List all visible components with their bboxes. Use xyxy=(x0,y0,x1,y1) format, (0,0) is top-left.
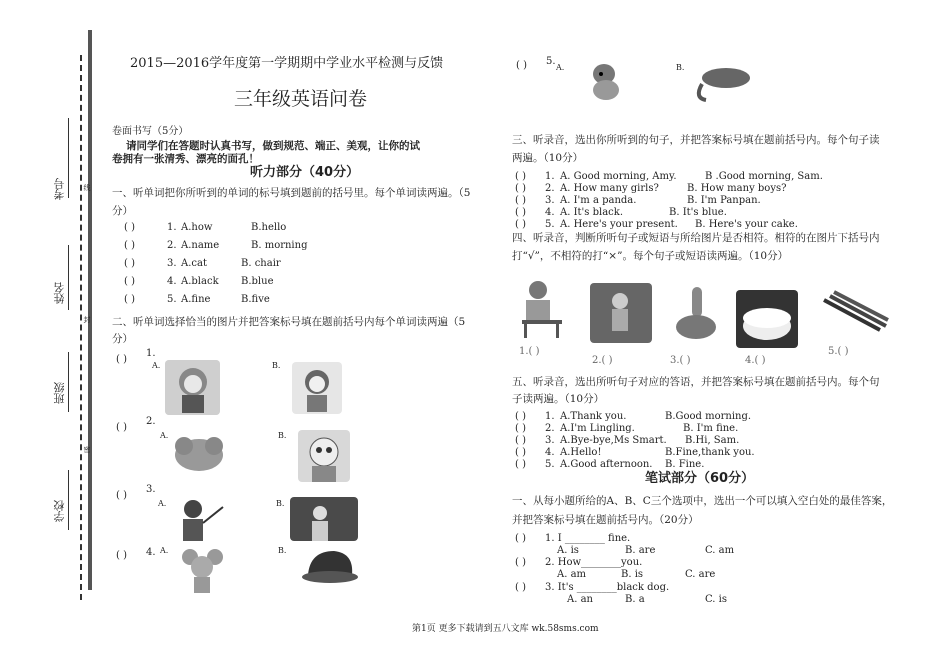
option-a: A.fine xyxy=(181,294,211,305)
class-label: 班级 xyxy=(53,382,66,404)
option-a-label: A. xyxy=(160,546,169,555)
option-b: B.Fine,thank you. xyxy=(665,447,755,458)
list-item-num: 4. xyxy=(167,276,177,287)
class-blank xyxy=(68,352,69,412)
question-num: 3. xyxy=(545,435,555,446)
answer-paren[interactable]: ( ) xyxy=(124,276,135,287)
option-c: C. is xyxy=(705,594,727,605)
option-b: B. morning xyxy=(251,240,308,251)
answer-paren[interactable]: ( ) xyxy=(515,207,526,218)
option-a-label: A. xyxy=(158,499,167,508)
writing-label: 卷面书写（5分） xyxy=(112,126,189,137)
list-item-num: 1. xyxy=(167,222,177,233)
option-b: B. a xyxy=(625,594,645,605)
writing-note-2: 卷拥有一张清秀、漂亮的面孔！ xyxy=(112,153,259,165)
question-num: 4. xyxy=(545,207,555,218)
option-a-label: A. xyxy=(160,431,169,440)
part3-title: 三、听录音，选出你所听到的句子，并把答案标号填在题前括号内。每个句子读 xyxy=(512,134,880,146)
exam-title: 三年级英语问卷 xyxy=(234,88,368,110)
option-b-label: B. xyxy=(276,499,285,508)
option-b: B. Here's your cake. xyxy=(695,219,798,230)
part1-title-2: 分） xyxy=(112,205,133,217)
seal-line-mark: 线 xyxy=(83,184,91,191)
writing-note-1: 请同学们在答题时认真书写，做到规范、端正、美观，让你的试 xyxy=(126,140,420,152)
writing-heading: 笔试部分（60分） xyxy=(645,471,755,486)
listening-heading: 听力部分（40分） xyxy=(250,165,360,180)
answer-paren[interactable]: ( ) xyxy=(116,354,127,365)
answer-paren[interactable]: ( ) xyxy=(516,60,527,71)
answer-paren[interactable]: ( ) xyxy=(116,550,127,561)
binding-margin xyxy=(0,0,100,671)
option-a: A. is xyxy=(557,545,579,556)
option-a: A. How many girls? xyxy=(560,183,659,194)
option-a: A.how xyxy=(181,222,213,233)
option-b: B. I'm fine. xyxy=(683,423,739,434)
jerry-mouse-image xyxy=(180,545,225,595)
exam-no-label: 考号 xyxy=(53,178,66,200)
option-a: A.Good afternoon. xyxy=(560,459,653,470)
answer-paren[interactable]: ( ) xyxy=(124,222,135,233)
part4-title-2: 打“√”，不相符的打“×”。每个句子或短语读两遍。（10分） xyxy=(512,250,789,262)
option-a: A.black xyxy=(181,276,219,287)
option-a: A.cat xyxy=(181,258,207,269)
option-a: A. Here's your present. xyxy=(560,219,678,230)
pens-image xyxy=(820,290,890,338)
answer-paren[interactable]: ( ) xyxy=(515,219,526,230)
list-item-num: 3. xyxy=(167,258,177,269)
option-a: A. It's black. xyxy=(560,207,624,218)
term-header: 2015—2016学年度第一学期期中学业水平检测与反馈 xyxy=(130,56,444,71)
answer-paren[interactable]: ( ) xyxy=(515,447,526,458)
seal-mi-mark: 密 xyxy=(83,446,91,453)
option-c: C. am xyxy=(705,545,735,556)
option-b: B.hello xyxy=(251,222,287,233)
cap-image xyxy=(300,545,360,587)
writing-board-image xyxy=(290,497,358,541)
question-num: 4. xyxy=(146,547,156,558)
answer-paren[interactable]: ( ) xyxy=(515,411,526,422)
question-text: 3. It's ________black dog. xyxy=(545,582,670,593)
picture-answer-5[interactable]: 5.( ) xyxy=(828,346,849,357)
name-blank xyxy=(68,245,69,310)
option-b: B. chair xyxy=(241,258,281,269)
option-b: B. I'm Panpan. xyxy=(687,195,761,206)
answer-paren[interactable]: ( ) xyxy=(124,258,135,269)
teacher-pointer-image xyxy=(175,495,225,545)
question-num: 3. xyxy=(545,195,555,206)
page-footer: 第1页 更多下载请到五八文库 wk.58sms.com xyxy=(412,624,599,634)
option-b-label: B. xyxy=(676,63,685,72)
answer-paren[interactable]: ( ) xyxy=(515,533,526,544)
list-item-num: 5. xyxy=(167,294,177,305)
name-label: 姓名 xyxy=(53,282,66,304)
option-b: B. Fine. xyxy=(665,459,705,470)
option-a: A.Hello! xyxy=(560,447,602,458)
picture-answer-1[interactable]: 1.( ) xyxy=(519,346,540,357)
list-item-num: 2. xyxy=(167,240,177,251)
part5-title: 五、听录音，选出所听句子对应的答语，并把答案标号填在题前括号内。每个句 xyxy=(512,376,880,388)
question-num: 5. xyxy=(545,459,555,470)
option-b-label: B. xyxy=(278,546,287,555)
question-num: 3. xyxy=(146,484,156,495)
girl-cartoon-image xyxy=(165,360,220,415)
question-text: 1. I ________ fine. xyxy=(545,533,631,544)
question-num: 1. xyxy=(146,348,156,359)
list-item xyxy=(124,222,135,234)
option-a-label: A. xyxy=(152,361,161,370)
question-text: 2. How________you. xyxy=(545,557,643,568)
option-a: A.name xyxy=(181,240,220,251)
option-a: A. an xyxy=(567,594,593,605)
answer-paren[interactable]: ( ) xyxy=(515,195,526,206)
question-num: 1. xyxy=(545,411,555,422)
option-b: B. is xyxy=(621,569,644,580)
question-num: 5. xyxy=(545,219,555,230)
dancing-figure-image xyxy=(590,283,652,343)
question-num: 2. xyxy=(545,183,555,194)
hand-finger-image xyxy=(668,283,722,343)
list-item xyxy=(124,294,135,306)
option-a-label: A. xyxy=(556,63,565,72)
option-a: A. I'm a panda. xyxy=(560,195,637,206)
part6-title-2: 并把答案标号填在题前括号内。（20分） xyxy=(512,514,699,526)
picture-answer-3[interactable]: 3.( ) xyxy=(670,355,691,366)
option-b: B. How many boys? xyxy=(687,183,787,194)
puppy-image xyxy=(584,58,626,104)
birthday-cake-image xyxy=(736,290,798,348)
option-b: B. It's blue. xyxy=(669,207,727,218)
option-b-label: B. xyxy=(272,361,281,370)
answer-paren[interactable]: ( ) xyxy=(124,294,135,305)
option-c: C. are xyxy=(685,569,716,580)
old-man-image xyxy=(298,430,350,482)
boy-chair-image xyxy=(514,278,574,340)
answer-paren[interactable]: ( ) xyxy=(515,582,526,593)
picture-answer-4[interactable]: 4.( ) xyxy=(745,355,766,366)
question-num: 2. xyxy=(146,416,156,427)
question-num: 2. xyxy=(545,423,555,434)
option-a: A.I'm Lingling. xyxy=(560,423,635,434)
option-b: B.five xyxy=(241,294,270,305)
question-num: 1. xyxy=(545,171,555,182)
question-num: 4. xyxy=(545,447,555,458)
option-b-label: B. xyxy=(278,431,287,440)
part5-title-2: 子读两遍。（10分） xyxy=(512,393,605,405)
question-num: 5. xyxy=(546,56,556,67)
part2-title: 二、听单词选择恰当的图片并把答案标号填在题前括号内每个单词读两遍（5 xyxy=(112,316,466,328)
list-item xyxy=(124,276,135,288)
part2-title-2: 分） xyxy=(112,333,133,345)
binding-dashed-line xyxy=(80,55,82,600)
list-item xyxy=(124,258,135,270)
list-item xyxy=(124,240,135,252)
part6-title: 一、从每小题所给的A、B、C三个选项中，选出一个可以填入空白处的最佳答案， xyxy=(512,495,893,507)
boy-cartoon-image xyxy=(292,362,342,414)
option-b: B .Good morning, Sam. xyxy=(705,171,823,182)
poodle-image xyxy=(170,430,228,476)
answer-paren[interactable]: ( ) xyxy=(515,171,526,182)
option-b: B.blue xyxy=(241,276,274,287)
answer-paren[interactable]: ( ) xyxy=(116,422,127,433)
answer-paren[interactable]: ( ) xyxy=(515,423,526,434)
part3-title-2: 两遍。（10分） xyxy=(512,152,584,164)
seal-feng-mark: 封 xyxy=(83,316,91,323)
answer-paren[interactable]: ( ) xyxy=(124,240,135,251)
option-a: A.Thank you. xyxy=(560,411,627,422)
option-b: B.Good morning. xyxy=(665,411,752,422)
answer-paren[interactable]: ( ) xyxy=(515,435,526,446)
option-a: A. Good morning, Amy. xyxy=(560,171,677,182)
option-a: A. am xyxy=(557,569,587,580)
answer-paren[interactable]: ( ) xyxy=(116,490,127,501)
chameleon-image xyxy=(690,60,760,104)
binding-solid-line xyxy=(88,30,92,590)
answer-paren[interactable]: ( ) xyxy=(515,183,526,194)
option-a: A.Bye-bye,Ms Smart. xyxy=(560,435,667,446)
part4-title: 四、听录音，判断所听句子或短语与所给图片是否相符。相符的在图片下括号内 xyxy=(512,232,880,244)
school-blank xyxy=(68,470,69,530)
part1-title: 一、听单词把你所听到的单词的标号填到题前的括号里。每个单词读两遍。（5 xyxy=(112,187,471,199)
answer-paren[interactable]: ( ) xyxy=(515,459,526,470)
exam-no-blank xyxy=(68,118,69,198)
option-b: B.Hi, Sam. xyxy=(685,435,740,446)
answer-paren[interactable]: ( ) xyxy=(515,557,526,568)
option-b: B. are xyxy=(625,545,656,556)
picture-answer-2[interactable]: 2.( ) xyxy=(592,355,613,366)
school-label: 学校 xyxy=(53,500,66,522)
